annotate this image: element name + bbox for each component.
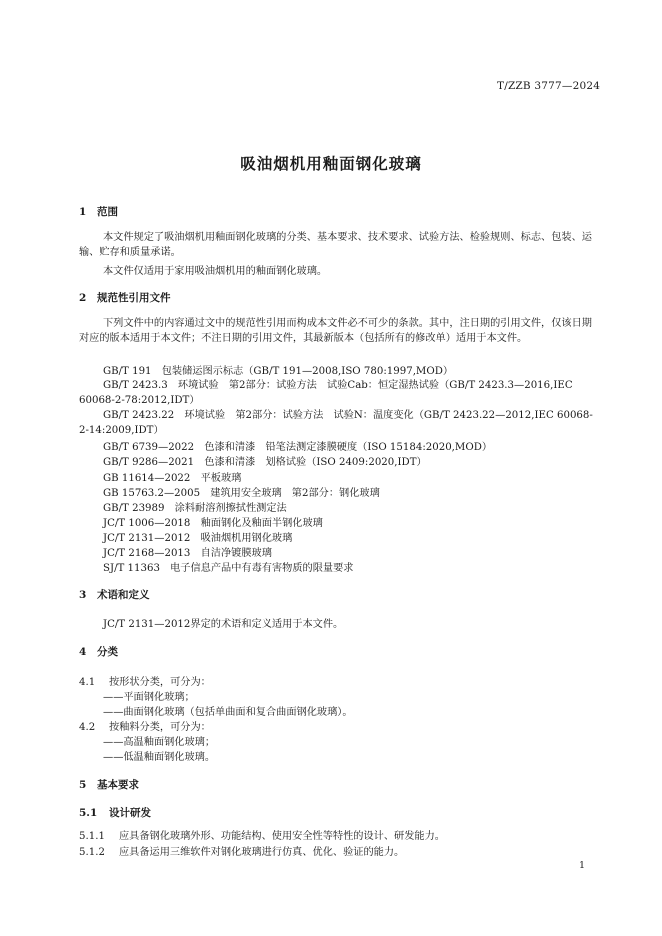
reference-item: GB/T 9286—2021 色漆和清漆 划格试验（ISO 2409:2020,IDT） xyxy=(103,457,427,468)
reference-item: SJ/T 11363 电子信息产品中有毒有害物质的限量要求 xyxy=(103,563,354,574)
reference-item: GB/T 191 包装储运图示标志（GB/T 191—2008,ISO 780:1997,MOD） xyxy=(103,366,454,377)
section-number: 4 xyxy=(79,646,87,658)
subsection-number: 5.1 xyxy=(79,807,98,819)
section-number: 2 xyxy=(79,292,87,304)
list-item: ——曲面钢化玻璃（包括单曲面和复合曲面钢化玻璃）。 xyxy=(103,707,353,718)
section-number: 3 xyxy=(79,589,87,601)
list-item: ——平面钢化玻璃； xyxy=(103,692,195,703)
subsection-5-1-heading xyxy=(79,805,151,820)
reference-item: GB 11614—2022 平板玻璃 xyxy=(103,473,242,484)
reference-item: JC/T 2131—2012 吸油烟机用钢化玻璃 xyxy=(103,533,293,544)
reference-item: GB/T 23989 涂料耐溶剂擦拭性测定法 xyxy=(103,503,287,514)
clause-number: 4.2 xyxy=(79,722,96,733)
reference-item: JC/T 2168—2013 自洁净镀膜玻璃 xyxy=(103,548,272,559)
clause-number: 5.1.1 xyxy=(79,831,105,842)
section-title: 基本要求 xyxy=(97,779,139,791)
clause-4-2 xyxy=(79,718,211,733)
page-number: 1 xyxy=(579,860,586,871)
clause-number: 5.1.2 xyxy=(79,847,105,858)
clause-5-1-2 xyxy=(79,843,404,858)
section-1-paragraph-2: 本文件仅适用于家用吸油烟机用的釉面钢化玻璃。 xyxy=(103,266,328,277)
reference-item: GB/T 6739—2022 色漆和清漆 铅笔法测定漆膜硬度（ISO 15184:2020,MOD） xyxy=(103,442,493,453)
clause-5-1-1 xyxy=(79,827,445,842)
subsection-title: 设计研发 xyxy=(109,807,151,819)
reference-item: GB 15763.2—2005 建筑用安全玻璃 第2部分：钢化玻璃 xyxy=(103,488,380,499)
section-2-intro: 下列文件中的内容通过文中的规范性引用而构成本文件必不可少的条款。其中，注日期的引用文件，仅该日期对应的版本适用于本文件；不注日期的引用文件，其最新版本（包括所有的修改单）适用于本文件。 xyxy=(79,318,592,345)
section-4-heading xyxy=(79,644,118,659)
list-item: ——高温釉面钢化玻璃； xyxy=(103,737,216,748)
section-3-paragraph: JC/T 2131—2012界定的术语和定义适用于本文件。 xyxy=(103,619,344,630)
reference-item: GB/T 2423.3 环境试验 第2部分：试验方法 试验Cab：恒定湿热试验（GB/T 2423.3—2016,IEC 60068-2-78:2012,IDT） xyxy=(79,380,573,407)
section-5-heading xyxy=(79,777,139,792)
section-1-heading xyxy=(79,204,118,219)
document-code: T/ZZB 3777—2024 xyxy=(497,80,601,92)
clause-number: 4.1 xyxy=(79,677,96,688)
clause-text: 应具备运用三维软件对钢化玻璃进行仿真、优化、验证的能力。 xyxy=(119,847,405,858)
section-title: 范围 xyxy=(97,206,118,218)
section-title: 术语和定义 xyxy=(97,589,150,601)
section-2-heading xyxy=(79,290,171,305)
document-title: 吸油烟机用釉面钢化玻璃 xyxy=(240,154,422,173)
section-number: 1 xyxy=(79,206,87,218)
section-title: 规范性引用文件 xyxy=(97,292,171,304)
section-title: 分类 xyxy=(97,646,118,658)
section-1-paragraph-1: 本文件规定了吸油烟机用釉面钢化玻璃的分类、基本要求、技术要求、试验方法、检验规则、标志、包装、运输、贮存和质量承诺。 xyxy=(79,232,592,259)
section-3-heading xyxy=(79,587,150,602)
clause-4-1 xyxy=(79,673,211,688)
reference-item: GB/T 2423.22 环境试验 第2部分：试验方法 试验N：温度变化（GB/T 2423.22—2012,IEC 60068-2-14:2009,IDT） xyxy=(79,410,593,437)
clause-text: 按釉料分类，可分为： xyxy=(109,722,211,733)
section-number: 5 xyxy=(79,779,87,791)
reference-item: JC/T 1006—2018 釉面钢化及釉面半钢化玻璃 xyxy=(103,518,323,529)
clause-text: 应具备钢化玻璃外形、功能结构、使用安全性等特性的设计、研发能力。 xyxy=(119,831,445,842)
list-item: ——低温釉面钢化玻璃。 xyxy=(103,752,216,763)
clause-text: 按形状分类，可分为： xyxy=(109,677,211,688)
